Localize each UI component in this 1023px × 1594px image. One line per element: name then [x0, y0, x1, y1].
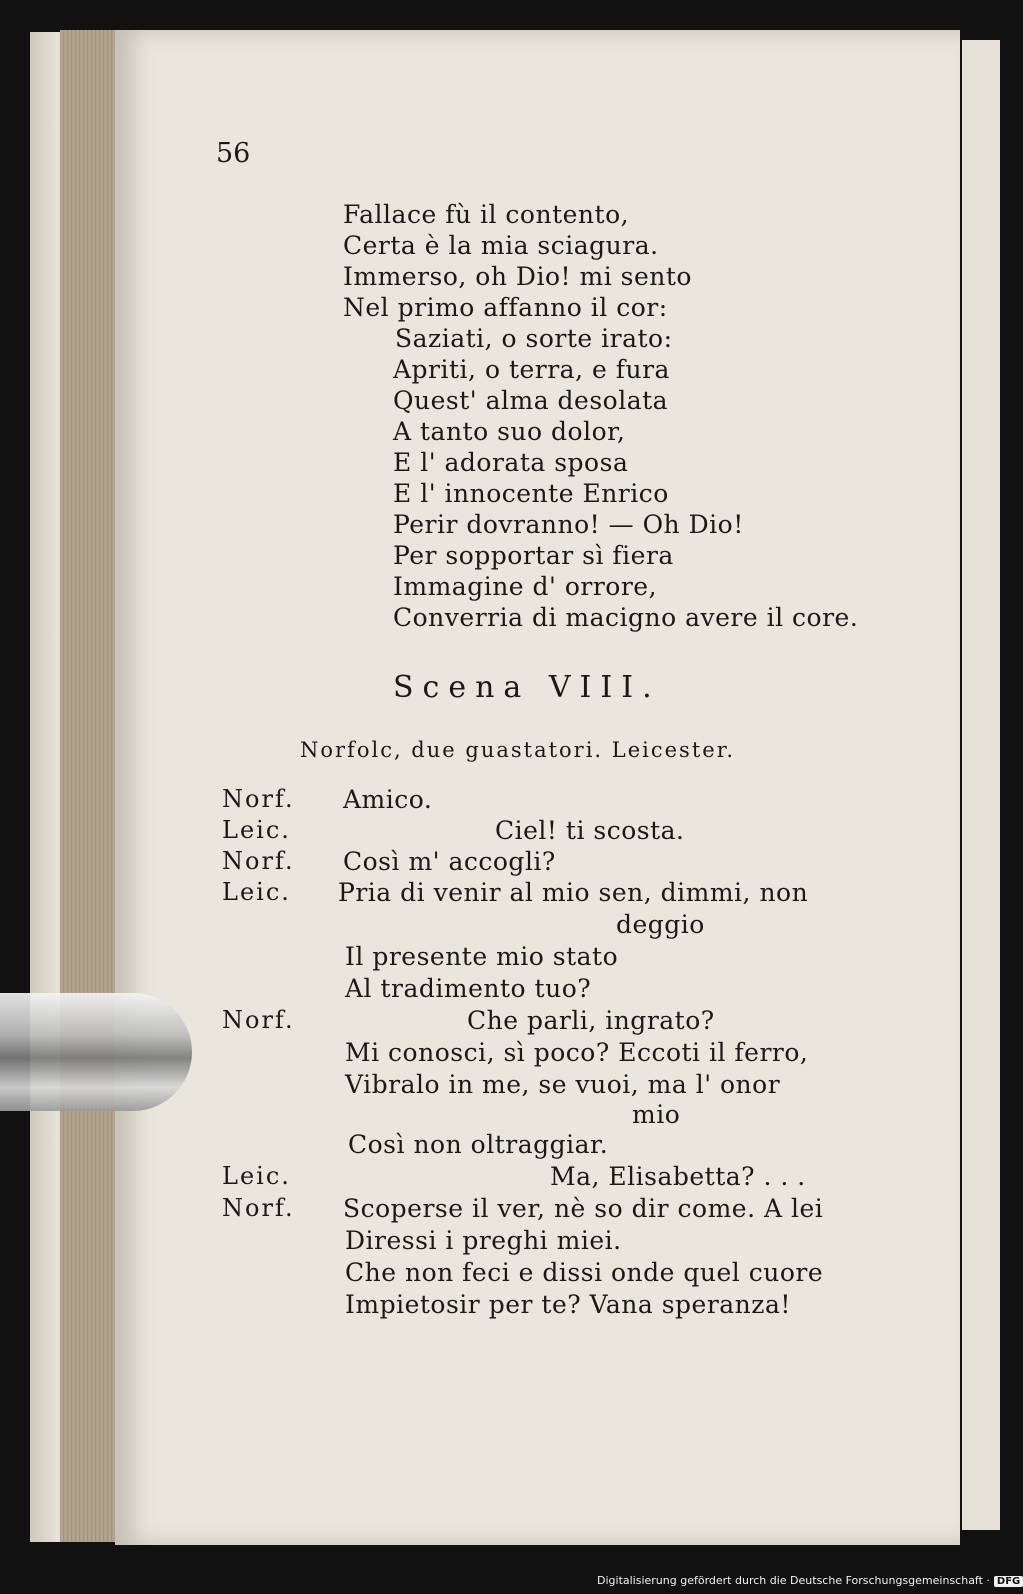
dialogue-line: Al tradimento tuo?	[345, 974, 592, 1003]
dialogue-line: Vibralo in me, se vuoi, ma l' onor	[345, 1070, 781, 1099]
page-edge	[60, 30, 120, 1542]
speaker-label: Leic.	[222, 1162, 291, 1190]
dialogue-line: Mi conosci, sì poco? Eccoti il ferro,	[345, 1038, 809, 1067]
verse-line: E l' innocente Enrico	[393, 479, 669, 508]
page-number: 56	[216, 138, 251, 169]
dialogue-line: mio	[632, 1100, 681, 1129]
dialogue-line: Scoperse il ver, nè so dir come. A lei	[343, 1194, 824, 1223]
dialogue-line: Impietosir per te? Vana speranza!	[345, 1290, 791, 1319]
dialogue-line: Così m' accogli?	[343, 847, 556, 876]
dfg-logo: DFG	[994, 1576, 1023, 1587]
speaker-label: Norf.	[222, 785, 295, 813]
verse-line: Quest' alma desolata	[393, 386, 669, 415]
verse-line: Nel primo affanno il cor:	[343, 293, 668, 322]
verse-line: A tanto suo dolor,	[393, 417, 626, 446]
dialogue-line: Ciel! ti scosta.	[495, 816, 685, 845]
dialogue-line: Che non feci e dissi onde quel cuore	[345, 1258, 824, 1287]
dialogue-line: Che parli, ingrato?	[467, 1006, 715, 1035]
verse-line: Certa è la mia sciagura.	[343, 231, 659, 260]
scene-cast: Norfolc, due guastatori. Leicester.	[300, 738, 736, 762]
verse-line: Immerso, oh Dio! mi sento	[343, 262, 692, 291]
dialogue-line: Pria di venir al mio sen, dimmi, non	[338, 878, 809, 907]
verse-line: Per sopportar sì fiera	[393, 541, 674, 570]
dialogue-line: Così non oltraggiar.	[348, 1130, 609, 1159]
verse-line: Immagine d' orrore,	[393, 572, 658, 601]
verse-line: E l' adorata sposa	[393, 448, 629, 477]
scene-title: Scena VIII.	[393, 670, 661, 705]
speaker-label: Norf.	[222, 1194, 295, 1222]
next-page-strip	[962, 40, 1000, 1530]
speaker-label: Leic.	[222, 816, 291, 844]
dialogue-line: deggio	[616, 910, 705, 939]
page-clip	[0, 993, 192, 1111]
speaker-label: Norf.	[222, 847, 295, 875]
verse-line: Apriti, o terra, e fura	[393, 355, 670, 384]
verse-line: Saziati, o sorte irato:	[395, 324, 673, 353]
dialogue-line: Amico.	[343, 785, 433, 814]
speaker-label: Leic.	[222, 878, 291, 906]
dialogue-line: Diressi i preghi miei.	[345, 1226, 622, 1255]
verse-line: Fallace fù il contento,	[343, 200, 630, 229]
speaker-label: Norf.	[222, 1006, 295, 1034]
verse-line: Converria di macigno avere il core.	[393, 603, 859, 632]
digitization-footer	[597, 1574, 1023, 1587]
dialogue-line: Il presente mio stato	[345, 942, 619, 971]
footer-text: Digitalisierung gefördert durch die Deutsche Forschungsgemeinschaft ·	[597, 1574, 990, 1587]
dialogue-line: Ma, Elisabetta? . . .	[550, 1162, 806, 1191]
verse-line: Perir dovranno! — Oh Dio!	[393, 510, 744, 539]
